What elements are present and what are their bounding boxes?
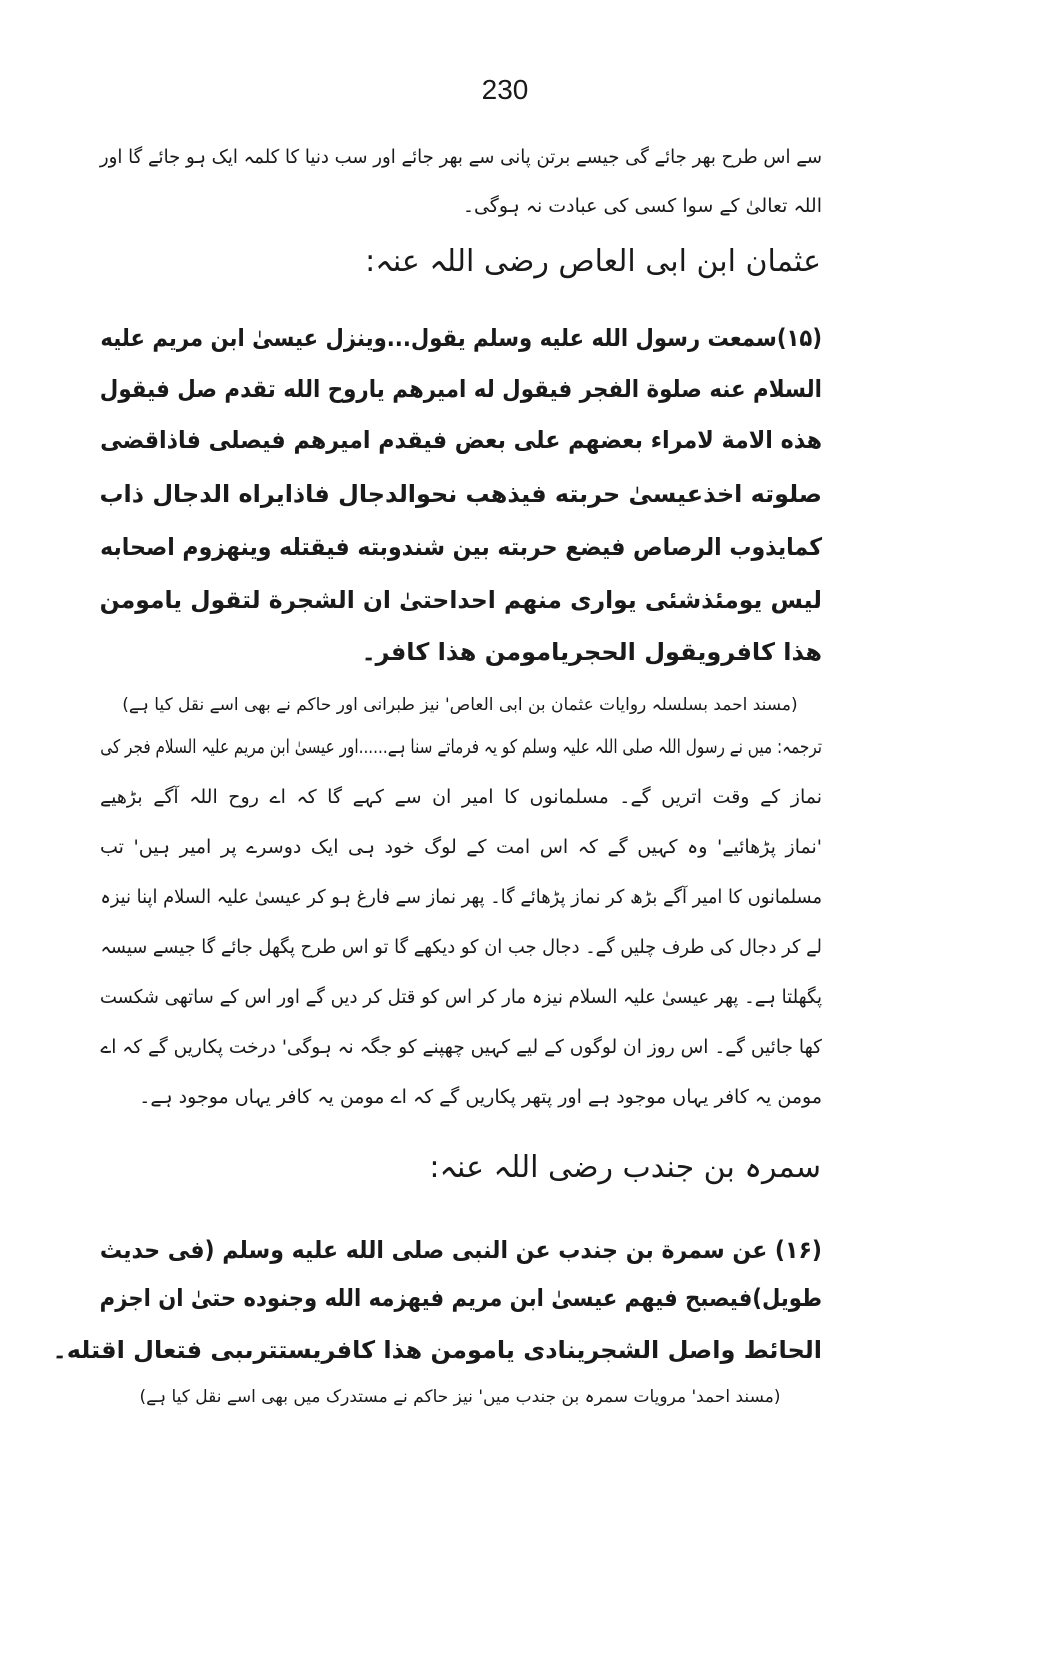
- arabic-line: (۱۵)سمعت رسول الله عليه وسلم يقول...وينزل عيسىٰ ابن مريم عليه: [100, 324, 822, 352]
- translation-line: لے کر دجال کی طرف چلیں گے۔ دجال جب ان کو دیکھے گا تو اس طرح پگھل جائے گا جیسے سیسہ: [100, 936, 823, 958]
- source-citation: (مسند احمد' مرویات سمرہ بن جندب میں' نیز حاکم نے مستدرک میں بھی اسے نقل کیا ہے): [139, 1387, 781, 1407]
- translation-line: ترجمہ: میں نے رسول اللہ صلی اللہ علیہ وسلم کو یہ فرماتے سنا ہے......اور عیسیٰ ابن مریم علیہ السلام فجر کی: [100, 736, 822, 758]
- arabic-line: هذا كافرويقول الحجريامومن هذا كافر۔: [361, 638, 822, 666]
- arabic-line: هذه الامة لامراء بعضهم على بعض فيقدم اميرهم فيصلى فاذاقضى: [100, 426, 822, 454]
- arabic-line: كمايذوب الرصاص فيضع حربته بين شندوبته فيقتله وينهزوم اصحابه: [100, 533, 823, 561]
- translation-line: مسلمانوں کا امیر آگے بڑھ کر نماز پڑھائے گا۔ پھر نماز سے فارغ ہو کر عیسیٰ علیہ السلام اپنا نیزہ: [100, 886, 822, 908]
- translation-line: کھا جائیں گے۔ اس روز ان لوگوں کے لیے کہیں چھپنے کو جگہ نہ ہوگی' درخت پکاریں گے کہ اے: [100, 1036, 822, 1058]
- arabic-line: (۱۶) عن سمرة بن جندب عن النبى صلى الله عليه وسلم (فى حديث: [99, 1236, 822, 1264]
- translation-line: نماز کے وقت اتریں گے۔ مسلمانوں کا امیر ان سے کہے گا کہ اے روح اللہ آگے بڑھیے: [100, 786, 822, 808]
- intro-line: اللہ تعالیٰ کے سوا کسی کی عبادت نہ ہوگی۔: [462, 195, 822, 217]
- arabic-line: ليس يومئذشئى يوارى منهم احداحتىٰ ان الشجرة لتقول يامومن: [99, 586, 822, 614]
- translation-line: مومن یہ کافر یہاں موجود ہے اور پتھر پکاریں گے کہ اے مومن یہ کافر یہاں موجود ہے۔: [139, 1086, 822, 1108]
- arabic-line: السلام عنه صلوة الفجر فيقول له اميرهم ياروح الله تقدم صل فيقول: [99, 375, 823, 403]
- source-citation: (مسند احمد بسلسلہ روایات عثمان بن ابی العاص' نیز طبرانی اور حاکم نے بھی اسے نقل کیا ہے): [122, 695, 798, 715]
- section-heading: عثمان ابن ابی العاص رضی اللہ عنہ:: [365, 244, 821, 279]
- translation-line: پگھلتا ہے۔ پھر عیسیٰ علیہ السلام نیزہ مار کر اس کو قتل کر دیں گے اور اس کے ساتھی شکست: [99, 986, 822, 1008]
- arabic-line: الحائط واصل الشجرينادى يامومن هذا كافريستترىبى فتعال اقتله۔: [52, 1336, 822, 1364]
- section-heading: سمرہ بن جندب رضی اللہ عنہ:: [429, 1150, 821, 1185]
- intro-line: سے اس طرح بھر جائے گی جیسے برتن پانی سے بھر جائے اور سب دنیا کا کلمہ ایک ہو جائے گا اور: [99, 146, 822, 168]
- arabic-line: صلوته اخذعيسىٰ حربته فيذهب نحوالدجال فاذايراه الدجال ذاب: [99, 480, 822, 508]
- arabic-line: طويل)فيصبح فيهم عيسىٰ ابن مريم فيهزمه الله وجنوده حتىٰ ان اجزم: [99, 1284, 823, 1312]
- translation-line: 'نماز پڑھائیے' وہ کہیں گے کہ اس امت کے لوگ خود ہی ایک دوسرے پر امیر ہیں' تب: [100, 836, 822, 858]
- page-number: 230: [481, 74, 529, 105]
